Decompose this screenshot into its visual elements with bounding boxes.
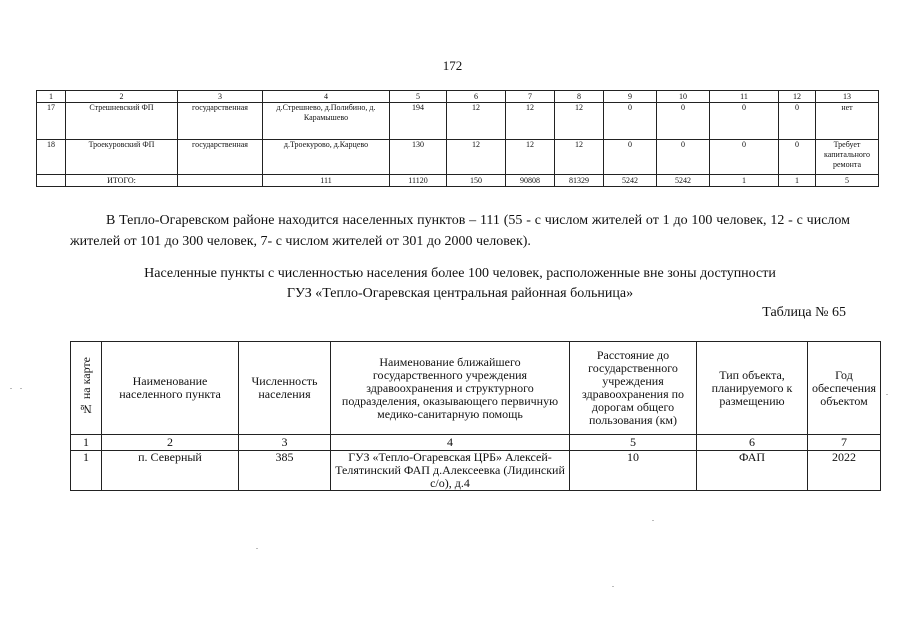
table-cell: 0 xyxy=(710,103,779,140)
heading-line: ГУЗ «Тепло-Огаревская центральная районная больница» xyxy=(286,286,634,301)
table-cell: Стрешневский ФП xyxy=(66,103,178,140)
header-cell: 11 xyxy=(710,91,779,103)
scan-speck xyxy=(20,388,22,389)
table-cell xyxy=(178,175,263,187)
table-cell: 0 xyxy=(779,103,816,140)
table-cell: 18 xyxy=(37,140,66,175)
scan-speck xyxy=(612,586,614,587)
table-cell: ФАП xyxy=(697,451,808,491)
header-cell: 13 xyxy=(816,91,879,103)
table-cell: 5242 xyxy=(657,175,710,187)
header-cell: Расстояние до государственного учреждения здравоохранения по дорогам общего пользования (км) xyxy=(570,342,697,435)
header-cell: 7 xyxy=(506,91,555,103)
header-cell: 8 xyxy=(555,91,604,103)
section-heading xyxy=(70,264,850,304)
header-cell: Наименование ближайшего государственного учреждения здравоохранения и структурного подразделения, оказывающего первичную медико-санитарную помощь xyxy=(331,342,570,435)
header-cell: 9 xyxy=(604,91,657,103)
header-cell: 5 xyxy=(390,91,447,103)
header-cell: 2 xyxy=(66,91,178,103)
table-cell: 1 xyxy=(71,435,102,451)
table-row xyxy=(37,103,879,140)
table-cell: 194 xyxy=(390,103,447,140)
table-cell: 12 xyxy=(447,140,506,175)
table-header-row xyxy=(71,342,881,435)
table-cell: 7 xyxy=(808,435,881,451)
table-cell: Троекуровский ФП xyxy=(66,140,178,175)
table-cell: 12 xyxy=(555,140,604,175)
table-cell: Требует капитального ремонта xyxy=(816,140,879,175)
table-cell: государственная xyxy=(178,140,263,175)
scan-speck xyxy=(10,388,12,389)
table-cell: 0 xyxy=(604,103,657,140)
table-cell: 1 xyxy=(71,451,102,491)
table-cell: 5 xyxy=(816,175,879,187)
facilities-table xyxy=(36,90,879,187)
settlements-table xyxy=(70,341,881,491)
table-cell: 0 xyxy=(657,103,710,140)
table-cell: 12 xyxy=(506,103,555,140)
header-cell: Наименование населенного пункта xyxy=(102,342,239,435)
table-cell: 150 xyxy=(447,175,506,187)
scan-speck xyxy=(256,548,258,549)
header-cell: 10 xyxy=(657,91,710,103)
table-cell: нет xyxy=(816,103,879,140)
table-cell: ИТОГО: xyxy=(66,175,178,187)
table-cell: 0 xyxy=(604,140,657,175)
header-cell: 1 xyxy=(37,91,66,103)
table-row xyxy=(71,451,881,491)
table-cell: 0 xyxy=(657,140,710,175)
table-cell: 10 xyxy=(570,451,697,491)
table-cell: п. Северный xyxy=(102,451,239,491)
column-number-row xyxy=(71,435,881,451)
header-cell: Тип объекта, планируемого к размещению xyxy=(697,342,808,435)
table-cell: 130 xyxy=(390,140,447,175)
table-cell xyxy=(37,175,66,187)
table-cell: государственная xyxy=(178,103,263,140)
table-cell: д.Стрешнево, д.Полибино, д. Карамышево xyxy=(263,103,390,140)
header-cell: 6 xyxy=(447,91,506,103)
header-cell: Численность населения xyxy=(239,342,331,435)
table-cell: 3 xyxy=(239,435,331,451)
total-row xyxy=(37,175,879,187)
table-cell: 1 xyxy=(710,175,779,187)
table-cell: 0 xyxy=(710,140,779,175)
table-cell: 2022 xyxy=(808,451,881,491)
table-cell: 90808 xyxy=(506,175,555,187)
table-cell: 4 xyxy=(331,435,570,451)
table-cell: 111 xyxy=(263,175,390,187)
header-cell xyxy=(71,342,102,435)
scan-speck xyxy=(886,394,888,395)
table-cell: ГУЗ «Тепло-Огаревская ЦРБ» Алексей-Телятинский ФАП д.Алексеевка (Лидинский с/о), д.4 xyxy=(331,451,570,491)
table-cell: 12 xyxy=(447,103,506,140)
header-cell: Год обеспечения объектом xyxy=(808,342,881,435)
header-cell: 3 xyxy=(178,91,263,103)
table-cell: 2 xyxy=(102,435,239,451)
table-cell: 17 xyxy=(37,103,66,140)
table-cell: 12 xyxy=(555,103,604,140)
table-cell: 6 xyxy=(697,435,808,451)
header-cell: 12 xyxy=(779,91,816,103)
body-paragraph: В Тепло-Огаревском районе находится населенных пунктов – 111 (55 - с числом жителей от 1 до 100 человек, 12 - с числом жителей от 101 до 300 человек, 7- с числом жителей от 301 до 2000 человек). xyxy=(70,213,850,249)
table-cell: 11120 xyxy=(390,175,447,187)
scan-speck xyxy=(652,520,654,521)
table-number: Таблица № 65 xyxy=(762,305,846,320)
page-number: 172 xyxy=(442,58,463,73)
table-cell: 5242 xyxy=(604,175,657,187)
heading-line: Населенные пункты с численностью населения более 100 человек, расположенные вне зоны доступности xyxy=(144,266,776,281)
table-cell: 81329 xyxy=(555,175,604,187)
table-cell: 0 xyxy=(779,140,816,175)
table-cell: д.Троекурово, д.Карцево xyxy=(263,140,390,175)
table-cell: 5 xyxy=(570,435,697,451)
table-cell: 385 xyxy=(239,451,331,491)
header-label: № на карте xyxy=(78,356,93,417)
table-row xyxy=(37,140,879,175)
header-cell: 4 xyxy=(263,91,390,103)
table-header-row xyxy=(37,91,879,103)
table-cell: 12 xyxy=(506,140,555,175)
table-cell: 1 xyxy=(779,175,816,187)
